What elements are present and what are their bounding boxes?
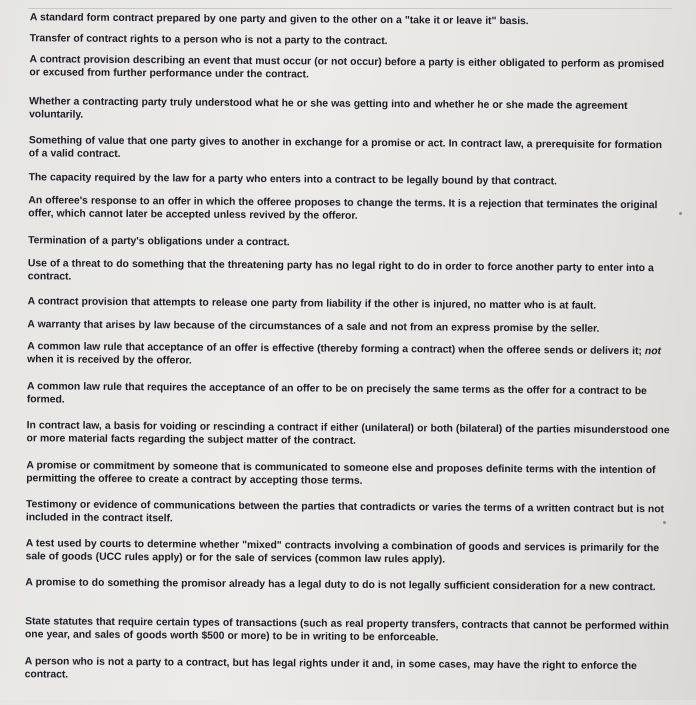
mailbox-rule-text-end: when it is received by the offeror. — [27, 354, 192, 367]
mailbox-rule-text-start: A common law rule that acceptance of an offer is effective (thereby forming a contract) when the offeree sends or delivers it; — [27, 341, 645, 358]
mailbox-rule-emphasis: not — [644, 346, 662, 358]
definition-third-party-beneficiary: A person who is not a party to a contract, but has legal rights under it and, in some cases, may have the right to enforce the contract. — [24, 656, 637, 681]
definition-mailbox-rule — [27, 340, 672, 371]
speck — [679, 212, 682, 215]
definition-predominant-factor-test: A test used by courts to determine whether "mixed" contracts involving a combination of goods and services is primarily for the sale of goods (UCC rules apply) or for the sale of services (common law rules apply). — [25, 538, 660, 566]
definition-duress: Use of a threat to do something that the threatening party has no legal right to do in order to force another party to enter into a contract. — [27, 258, 654, 283]
definition-assignment: Transfer of contract rights to a person who is not a party to the contract. — [29, 33, 388, 48]
definition-discharge: Termination of a party's obligations under a contract. — [28, 235, 290, 249]
definition-preexisting-duty-rule: A promise to do something the promisor already has a legal duty to do is not legally sufficient consideration for a new contract. — [25, 577, 656, 594]
definition-counteroffer: An offeree's response to an offer in which the offeree proposes to change the terms. It is a rejection that terminates the original offer, which cannot later be accepted unless revived by the offeror. — [28, 195, 658, 222]
definition-genuine-assent: Whether a contracting party truly understood what he or she was getting into and whether he or she made the agreement voluntarily. — [29, 96, 628, 121]
speck — [663, 521, 666, 524]
definition-contractual-capacity: The capacity required by the law for a party who enters into a contract to be legally bound by that contract. — [28, 172, 557, 188]
definition-condition: A contract provision describing an event that must occur (or not occur) before a party is either obligated to perform as promised or excused from further performance under the contract. — [29, 54, 665, 81]
definition-mirror-image-rule: A common law rule that requires the acceptance of an offer to be on precisely the same terms as the offer for a contract to be formed. — [26, 381, 647, 406]
definition-consideration: Something of value that one party gives to another in exchange for a promise or act. In contract law, a prerequisite for formation of a valid contract. — [28, 135, 663, 160]
definition-exculpatory-clause: A contract provision that attempts to release one party from liability if the other is injured, no matter who is at fault. — [27, 296, 597, 312]
definition-statute-of-frauds: State statutes that require certain types of transactions (such as real property transfers, contracts that cannot be performed within one year, and sales of goods worth $500 or more) to be in writing to be enforceable. — [24, 616, 669, 644]
definition-parol-evidence: Testimony or evidence of communications between the parties that contradicts or varies the terms of a written contract but is not included in the contract itself. — [25, 499, 664, 525]
definition-adhesion-contract: A standard form contract prepared by one party and given to the other on a "take it or leave it" basis. — [29, 12, 529, 28]
definition-mistake: In contract law, a basis for voiding or rescinding a contract if either (unilateral) or both (bilateral) of the parties misunderstood one or more material facts regarding the subject matter of the contract. — [26, 420, 670, 447]
definition-implied-warranty: A warranty that arises by law because of the circumstances of a sale and not from an express promise by the seller. — [27, 319, 600, 335]
definition-offer: A promise or commitment by someone that is communicated to someone else and proposes definite terms with the intention of permitting the offeree to create a contract by accepting those terms. — [26, 460, 656, 487]
